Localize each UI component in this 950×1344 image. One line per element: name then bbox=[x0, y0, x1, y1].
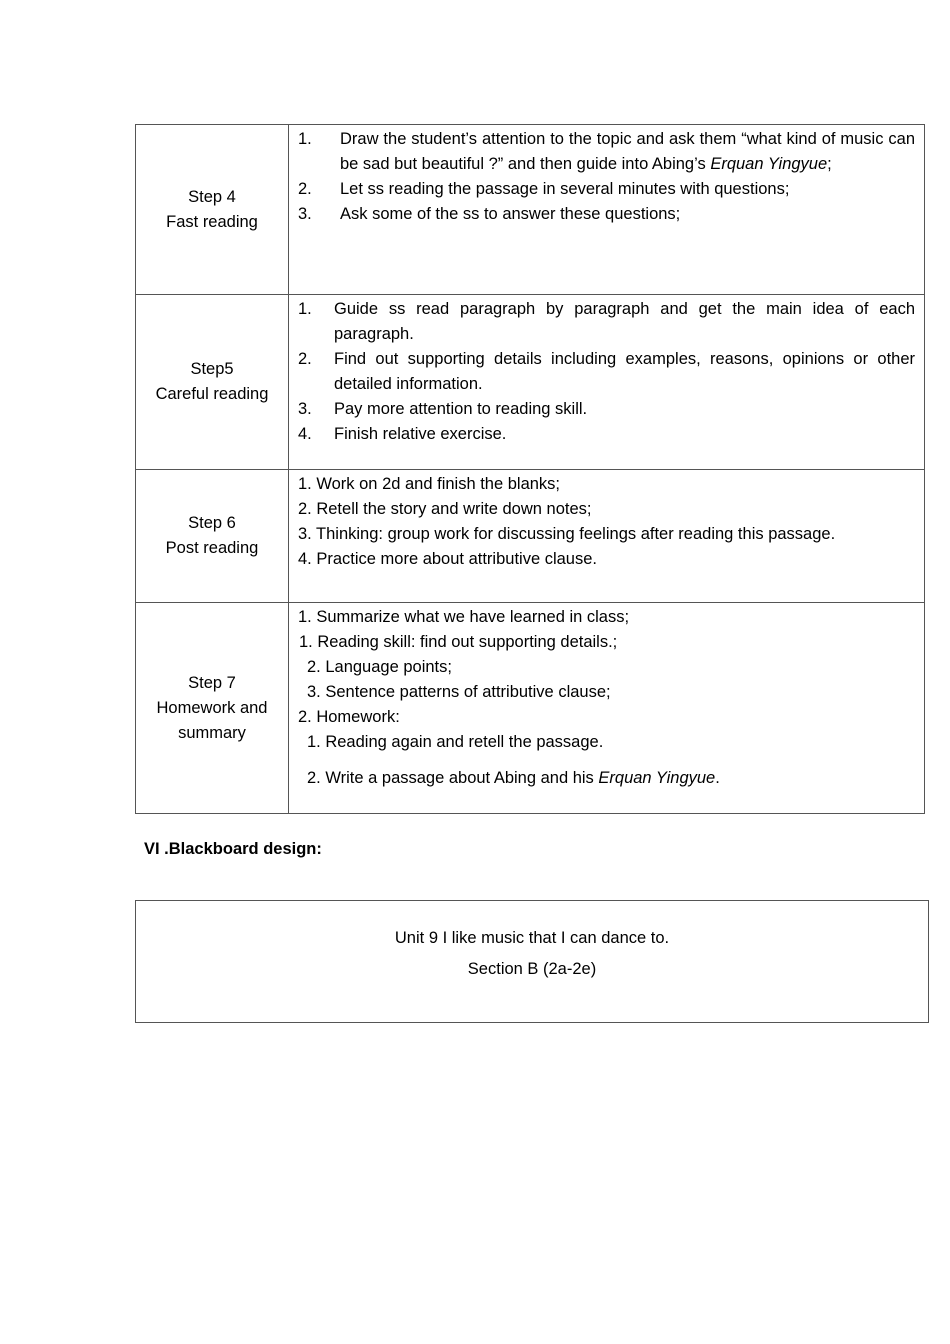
list-item bbox=[298, 422, 915, 447]
step-title: Step 4 bbox=[188, 187, 236, 206]
summary-title: 1. Summarize what we have learned in class; bbox=[298, 608, 630, 626]
item-text: Finish relative exercise. bbox=[334, 425, 507, 443]
homework-item-text: 2. Write a passage about Abing and his bbox=[307, 769, 599, 787]
step-label-cell bbox=[136, 125, 289, 295]
summary-item: 1. Reading skill: find out supporting details.; bbox=[299, 633, 618, 651]
step-subtitle: Careful reading bbox=[155, 385, 269, 403]
step-title: Step 7 bbox=[188, 673, 236, 692]
table-row-step-4 bbox=[136, 125, 925, 295]
list-item bbox=[298, 127, 915, 177]
item-text: Ask some of the ss to answer these questions; bbox=[340, 205, 681, 223]
step-subtitle: Homework and bbox=[156, 698, 268, 717]
step-subtitle: Post reading bbox=[165, 539, 259, 557]
item-number: 3. bbox=[298, 400, 312, 418]
item-text: Find out supporting details including examples, reasons, opinions or other detailed information. bbox=[334, 350, 915, 393]
step-subtitle-line-2: summary bbox=[178, 723, 246, 742]
item-italic-title: Erquan Yingyue bbox=[710, 155, 828, 173]
step-content-cell bbox=[289, 125, 925, 295]
list-item bbox=[298, 347, 915, 397]
list-item bbox=[298, 397, 915, 422]
item-number: 3. bbox=[298, 205, 312, 223]
item-number: 1. bbox=[298, 300, 312, 318]
homework-item-italic: Erquan Yingyue bbox=[598, 769, 716, 787]
step-5-list bbox=[298, 297, 915, 447]
homework-item: 1. Reading again and retell the passage. bbox=[307, 733, 604, 751]
list-item: 1. Work on 2d and finish the blanks; bbox=[298, 475, 561, 493]
homework-title: 2. Homework: bbox=[298, 708, 400, 726]
table-row-step-6 bbox=[136, 470, 925, 603]
item-number: 2. bbox=[298, 350, 312, 368]
blackboard-heading: VI .Blackboard design: bbox=[144, 840, 322, 858]
item-number: 4. bbox=[298, 425, 312, 443]
blackboard-section: Section B (2a-2e) bbox=[467, 960, 597, 978]
table-row-step-7 bbox=[136, 603, 925, 814]
step-content-cell bbox=[289, 295, 925, 470]
step-subtitle: Fast reading bbox=[166, 212, 258, 231]
lesson-steps-table bbox=[135, 124, 925, 814]
summary-item: 3. Sentence patterns of attributive clause; bbox=[307, 683, 611, 701]
step-title: Step5 bbox=[190, 360, 234, 378]
homework-item bbox=[298, 766, 915, 791]
homework-item-after: . bbox=[715, 769, 720, 787]
step-label-cell bbox=[136, 470, 289, 603]
blackboard-unit-title: Unit 9 I like music that I can dance to. bbox=[394, 929, 670, 947]
item-after: ; bbox=[827, 155, 832, 173]
step-title: Step 6 bbox=[188, 514, 236, 532]
item-text: Draw the student’s attention to the topic and ask them “what kind of music can be sad but beautiful ?” and then guide into Abing’s bbox=[340, 130, 915, 173]
step-content-cell bbox=[289, 470, 925, 603]
step-4-list bbox=[298, 127, 915, 227]
step-label-cell bbox=[136, 603, 289, 814]
item-number: 1. bbox=[298, 130, 312, 148]
list-item: 2. Retell the story and write down notes; bbox=[298, 500, 592, 518]
item-text: Pay more attention to reading skill. bbox=[334, 400, 588, 418]
blackboard-box bbox=[135, 900, 929, 1023]
table-row-step-5 bbox=[136, 295, 925, 470]
summary-item: 2. Language points; bbox=[307, 658, 452, 676]
item-text: Guide ss read paragraph by paragraph and get the main idea of each paragraph. bbox=[334, 300, 915, 343]
list-item bbox=[298, 297, 915, 347]
list-item bbox=[298, 202, 915, 227]
list-item: 4. Practice more about attributive clause. bbox=[298, 550, 597, 568]
item-number: 2. bbox=[298, 180, 312, 198]
list-item: 3. Thinking: group work for discussing feelings after reading this passage. bbox=[298, 525, 836, 543]
step-content-cell bbox=[289, 603, 925, 814]
list-item bbox=[298, 177, 915, 202]
item-text: Let ss reading the passage in several minutes with questions; bbox=[340, 180, 790, 198]
step-label-cell bbox=[136, 295, 289, 470]
